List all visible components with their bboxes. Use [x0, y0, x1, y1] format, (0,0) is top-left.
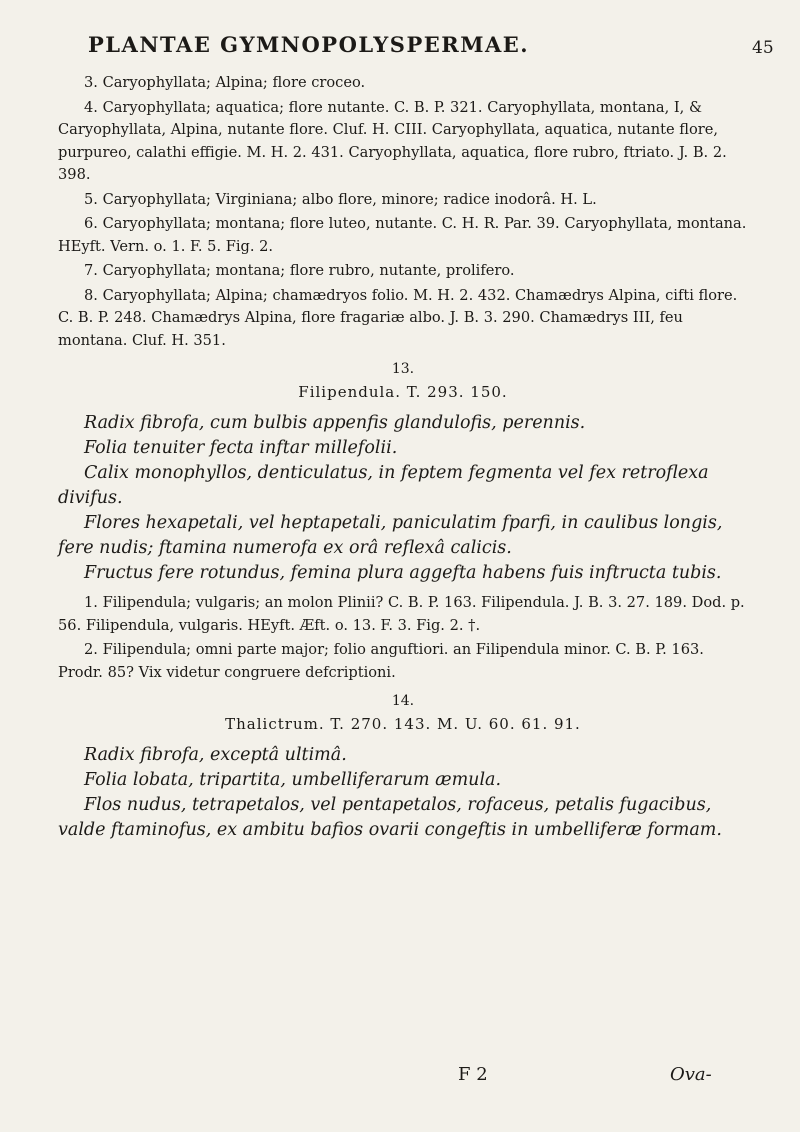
- section-number: 14.: [391, 693, 415, 709]
- genus-description: Folia lobata, tripartita, umbelliferarum æmula.: [84, 770, 502, 790]
- genus-description: Radix fibrofa, exceptâ ultimâ.: [84, 745, 347, 765]
- genus-description: Calix monophyllos, denticulatus, in feptem fegmenta vel fex retroflexa divifus.: [58, 463, 709, 508]
- section-number: 13.: [391, 361, 415, 377]
- species-entry: 2. Filipendula; omni parte major; folio anguftiori. an Filipendula minor. C. B. P. 163. Prodr. 85? Vix videtur congruere defcriptioni.: [58, 641, 704, 681]
- genus-description: Flos nudus, tetrapetalos, vel pentapetalos, rofaceus, petalis fugacibus, valde ftaminofus, ex ambitu bafios ovarii congeftis in umbelliferæ formam.: [58, 795, 722, 840]
- genus-description: Radix fibrofa, cum bulbis appenfis glandulofis, perennis.: [84, 413, 586, 433]
- genus-heading: Filipendula. T. 293. 150.: [298, 382, 508, 401]
- page-footer: [58, 1064, 748, 1094]
- species-entry: 8. Caryophyllata; Alpina; chamædryos folio. M. H. 2. 432. Chamædrys Alpina, cifti flore. C. B. P. 248. Chamædrys Alpina, flore fragariæ albo. J. B. 3. 290. Chamædrys III, feu montana. Cluf. H. 351.: [58, 286, 738, 349]
- genus-description: Flores hexapetali, vel heptapetali, paniculatim fparfi, in caulibus longis, fere nudis; ftamina numerofa ex orâ reflexâ calicis.: [58, 513, 723, 558]
- page-body: [58, 72, 748, 843]
- species-entry: 1. Filipendula; vulgaris; an molon Plinii? C. B. P. 163. Filipendula. J. B. 3. 27. 189. Dod. p. 56. Filipendula, vulgaris. HEyft. Æft. o. 13. F. 3. Fig. 2. †.: [58, 594, 745, 634]
- species-entry: 5. Caryophyllata; Virginiana; albo flore, minore; radice inodorâ. H. L.: [84, 190, 597, 208]
- species-entry: 4. Caryophyllata; aquatica; flore nutante. C. B. P. 321. Caryophyllata, montana, I, & Caryophyllata, Alpina, nutante flore. Cluf. H. CIII. Caryophyllata, aquatica, nutante flore, purpureo, calathi effigie. M. H. 2. 431. Caryophyllata, aquatica, flore rubro, ftriato. J. B. 2. 398.: [58, 98, 727, 183]
- species-entry: 3. Caryophyllata; Alpina; flore croceo.: [84, 74, 366, 91]
- genus-description: Fructus fere rotundus, femina plura aggefta habens fuis inftructa tubis.: [84, 563, 722, 583]
- page-number: 45: [752, 38, 774, 58]
- running-title: PLANTAE GYMNOPOLYSPERMAE.: [88, 32, 530, 57]
- page-header: [0, 28, 800, 64]
- genus-heading: Thalictrum. T. 270. 143. M. U. 60. 61. 91.: [225, 714, 581, 733]
- genus-description: Folia tenuiter fecta inftar millefolii.: [84, 438, 398, 458]
- species-entry: 7. Caryophyllata; montana; flore rubro, nutante, prolifero.: [84, 262, 515, 279]
- catchword: Ova-: [670, 1064, 712, 1085]
- species-entry: 6. Caryophyllata; montana; flore luteo, nutante. C. H. R. Par. 39. Caryophyllata, montana. HEyft. Vern. o. 1. F. 5. Fig. 2.: [58, 215, 747, 255]
- signature-mark: F 2: [458, 1064, 488, 1085]
